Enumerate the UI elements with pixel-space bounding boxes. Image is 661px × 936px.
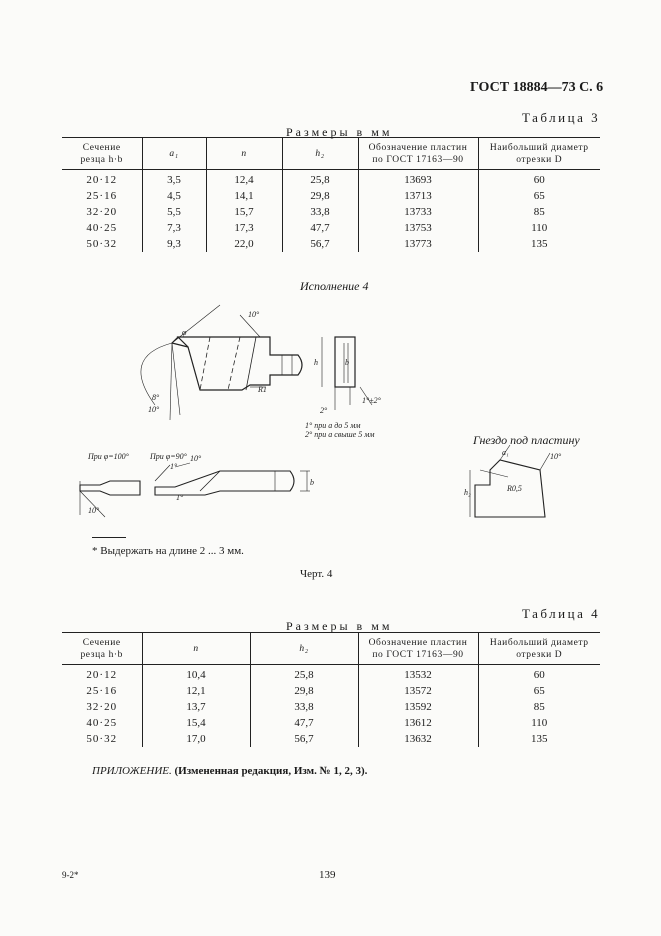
label-angle10b: 10° — [148, 405, 160, 414]
table-cell: 25·16 — [86, 190, 118, 202]
table-cell: 33,8 — [282, 204, 358, 220]
table-row — [62, 220, 600, 236]
label-angle10d: 10° — [88, 506, 100, 515]
table-cell: 5,5 — [142, 204, 206, 220]
label-phi90: При φ=90° — [150, 452, 187, 461]
page-number: 139 — [319, 869, 336, 881]
table4-header-h2: h₂ — [250, 633, 358, 665]
table-row — [62, 204, 600, 220]
table-cell: 13532 — [358, 665, 478, 684]
label-r05: R0,5 — [507, 484, 522, 493]
label-note1: 1° при a до 5 мм — [305, 421, 361, 430]
label-a1: a₁ — [502, 448, 509, 457]
table-row — [62, 683, 600, 699]
label-h: h — [314, 358, 318, 367]
table-cell: 47,7 — [282, 220, 358, 236]
table3-header-h2: h₂ — [282, 138, 358, 170]
technical-drawing — [60, 295, 600, 535]
table-cell: 33,8 — [250, 699, 358, 715]
table-cell: 13713 — [358, 188, 478, 204]
variant-views — [80, 463, 310, 517]
table-cell: 15,4 — [142, 715, 250, 731]
appendix-note — [92, 765, 367, 777]
table-cell: 13773 — [358, 236, 478, 252]
table-cell: 60 — [478, 170, 600, 189]
table-cell: 13733 — [358, 204, 478, 220]
footnote: * Выдержать на длине 2 ... 3 мм. — [92, 545, 244, 557]
label-angle10: 10° — [248, 310, 260, 319]
label-r1: R1 — [258, 385, 267, 394]
table-cell: 29,8 — [282, 188, 358, 204]
label-b: b — [310, 478, 314, 487]
table4 — [62, 632, 600, 747]
table4-caption: Таблица 4 — [522, 606, 601, 621]
table4-header-diameter: Наибольший диаметр отрезки D — [478, 633, 600, 665]
table-cell: 50·32 — [86, 238, 118, 250]
label-angle8: 8° — [152, 393, 160, 402]
table-cell: 25·16 — [86, 685, 118, 697]
footnote-rule — [92, 537, 126, 538]
drawing-title: Исполнение 4 — [300, 279, 369, 293]
table-cell: 56,7 — [250, 731, 358, 747]
appendix-label: ПРИЛОЖЕНИЕ. — [92, 765, 172, 777]
label-note2: 2° при a свыше 5 мм — [305, 430, 375, 439]
table-cell: 56,7 — [282, 236, 358, 252]
appendix-text: (Измененная редакция, Изм. № 1, 2, 3). — [171, 765, 368, 777]
table-cell: 20·12 — [86, 174, 118, 186]
table3-header-plate: Обозначение пластин по ГОСТ 17163—90 — [358, 138, 478, 170]
table-cell: 110 — [478, 220, 600, 236]
table-cell: 4,5 — [142, 188, 206, 204]
table3-header-section: Сечение резца h·b — [62, 138, 142, 170]
table-cell: 22,0 — [206, 236, 282, 252]
table-cell: 17,3 — [206, 220, 282, 236]
nest-view — [470, 445, 550, 517]
table-cell: 12,4 — [206, 170, 282, 189]
table-cell: 12,1 — [142, 683, 250, 699]
table3-header-n: n — [206, 138, 282, 170]
table-row — [62, 715, 600, 731]
label-l1: 1° — [176, 493, 184, 502]
table-row — [62, 170, 600, 189]
label-angle10c: 10° — [190, 454, 202, 463]
table-cell: 50·32 — [86, 733, 118, 745]
table-cell: 47,7 — [250, 715, 358, 731]
table-cell: 65 — [478, 683, 600, 699]
label-l2: 2° — [320, 406, 328, 415]
table-cell: 40·25 — [86, 717, 118, 729]
document-header: ГОСТ 18884—73 С. 6 — [470, 80, 604, 95]
table-cell: 14,1 — [206, 188, 282, 204]
table-cell: 32·20 — [86, 206, 118, 218]
table3-caption: Таблица 3 — [522, 110, 601, 125]
table-cell: 13753 — [358, 220, 478, 236]
label-phi: φ — [182, 328, 187, 337]
table-cell: 135 — [478, 236, 600, 252]
table4-units: Размеры в мм — [286, 619, 393, 633]
table-row — [62, 699, 600, 715]
label-b-side: b — [345, 358, 349, 367]
label-angle1: 1° — [170, 462, 178, 471]
main-view — [172, 337, 302, 390]
table-cell: 3,5 — [142, 170, 206, 189]
table-cell: 10,4 — [142, 665, 250, 684]
table-cell: 7,3 — [142, 220, 206, 236]
label-angle10e: 10° — [550, 452, 562, 461]
footer-code: 9-2* — [62, 870, 79, 880]
table4-header-plate: Обозначение пластин по ГОСТ 17163—90 — [358, 633, 478, 665]
table-cell: 65 — [478, 188, 600, 204]
table-cell: 40·25 — [86, 222, 118, 234]
table-cell: 13632 — [358, 731, 478, 747]
table-cell: 25,8 — [250, 665, 358, 684]
table-cell: 85 — [478, 204, 600, 220]
table-cell: 9,3 — [142, 236, 206, 252]
table4-header-section: Сечение резца h·b — [62, 633, 142, 665]
table-cell: 13592 — [358, 699, 478, 715]
table-cell: 85 — [478, 699, 600, 715]
table4-header-n: n — [142, 633, 250, 665]
table-cell: 32·20 — [86, 701, 118, 713]
table-row — [62, 731, 600, 747]
table3-header-diameter: Наибольший диаметр отрезки D — [478, 138, 600, 170]
table-cell: 13572 — [358, 683, 478, 699]
table-cell: 29,8 — [250, 683, 358, 699]
label-phi100: При φ=100° — [88, 452, 129, 461]
table-cell: 17,0 — [142, 731, 250, 747]
drawing-caption: Черт. 4 — [300, 568, 333, 580]
table-cell: 13612 — [358, 715, 478, 731]
table-row — [62, 665, 600, 684]
table-cell: 20·12 — [86, 669, 118, 681]
table-row — [62, 236, 600, 252]
label-h2: h₂ — [464, 488, 471, 497]
table-cell: 25,8 — [282, 170, 358, 189]
table-row — [62, 188, 600, 204]
nest-title: Гнездо под пластину — [473, 433, 580, 447]
table3-header-a1: a₁ — [142, 138, 206, 170]
table-cell: 13,7 — [142, 699, 250, 715]
table-cell: 15,7 — [206, 204, 282, 220]
table3-units: Размеры в мм — [286, 125, 393, 139]
table-cell: 60 — [478, 665, 600, 684]
table-cell: 110 — [478, 715, 600, 731]
table3 — [62, 137, 600, 252]
label-tolerance: 1°±2° — [362, 396, 381, 405]
table-cell: 13693 — [358, 170, 478, 189]
table-cell: 135 — [478, 731, 600, 747]
